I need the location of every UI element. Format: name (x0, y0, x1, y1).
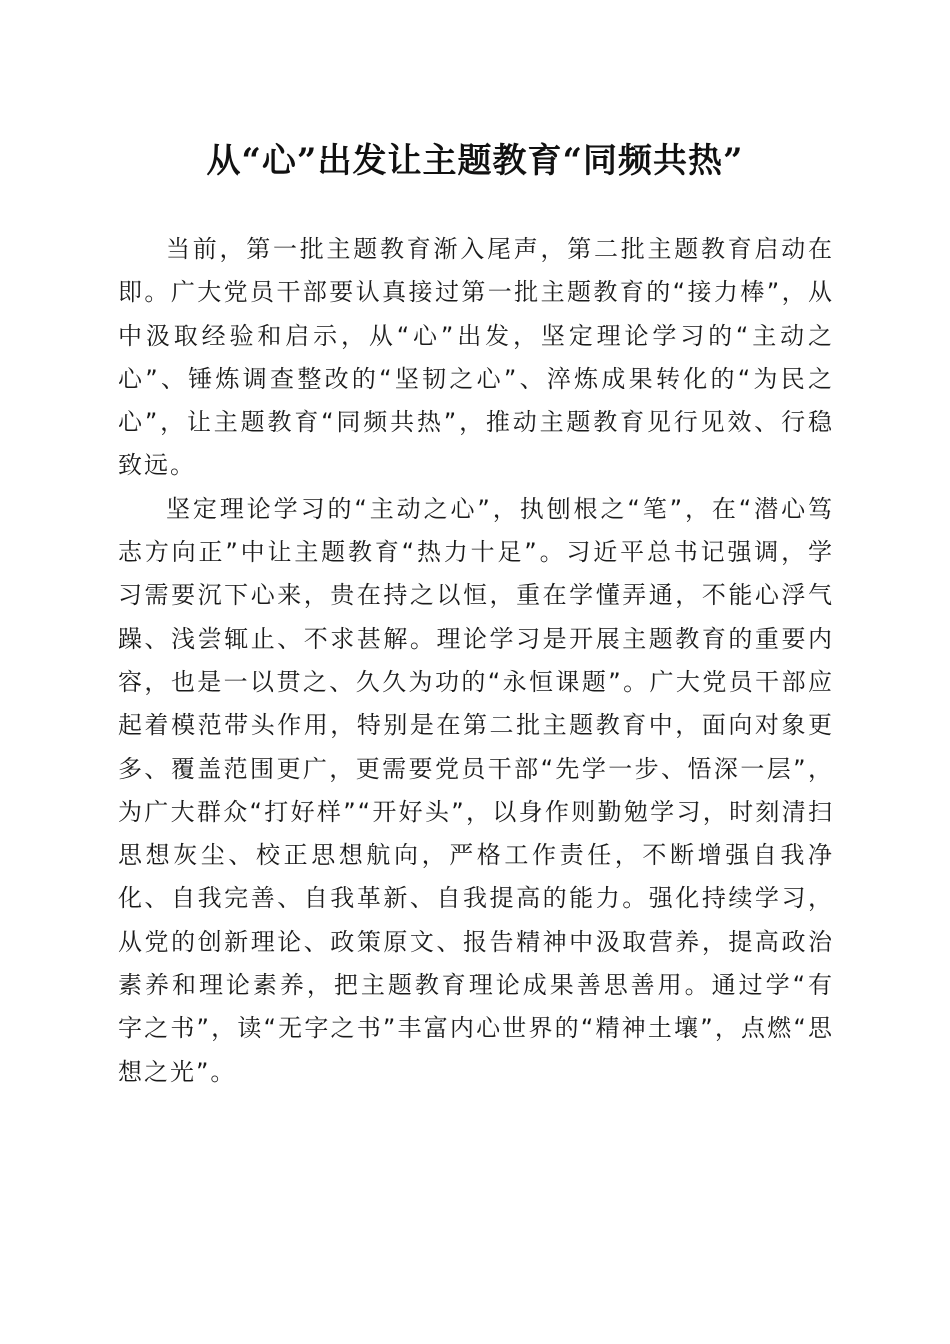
document-title: 从“心”出发让主题教育“同频共热” (206, 141, 744, 181)
paragraph: 坚定理论学习的“主动之心”，执刨根之“笔”，在“潜心笃志方向正”中让主题教育“热力十足”。习近平总书记强调，学习需要沉下心来，贵在持之以恒，重在学懂弄通，不能心浮气躁、浅尝辄止、不求甚解。理论学习是开展主题教育的重要内容，也是一以贯之、久久为功的“永恒课题”。广大党员干部应起着模范带头作用，特别是在第二批主题教育中，面向对象更多、覆盖范围更广，更需要党员干部“先学一步、悟深一层”，为广大群众“打好样”“开好头”，以身作则勤勉学习，时刻清扫思想灰尘、校正思想航向，严格工作责任，不断增强自我净化、自我完善、自我革新、自我提高的能力。强化持续学习，从党的创新理论、政策原文、报告精神中汲取营养，提高政治素养和理论素养，把主题教育理论成果善思善用。通过学“有字之书”，读“无字之书”丰富内心世界的“精神土壤”，点燃“思想之光”。 (118, 494, 834, 1086)
document-body (118, 228, 834, 1094)
paragraph: 当前，第一批主题教育渐入尾声，第二批主题教育启动在即。广大党员干部要认真接过第一批主题教育的“接力棒”，从中汲取经验和启示，从“心”出发，坚定理论学习的“主动之心”、锤炼调查整改的“坚韧之心”、淬炼成果转化的“为民之心”，让主题教育“同频共热”，推动主题教育见行见效、行稳致远。 (118, 235, 834, 480)
